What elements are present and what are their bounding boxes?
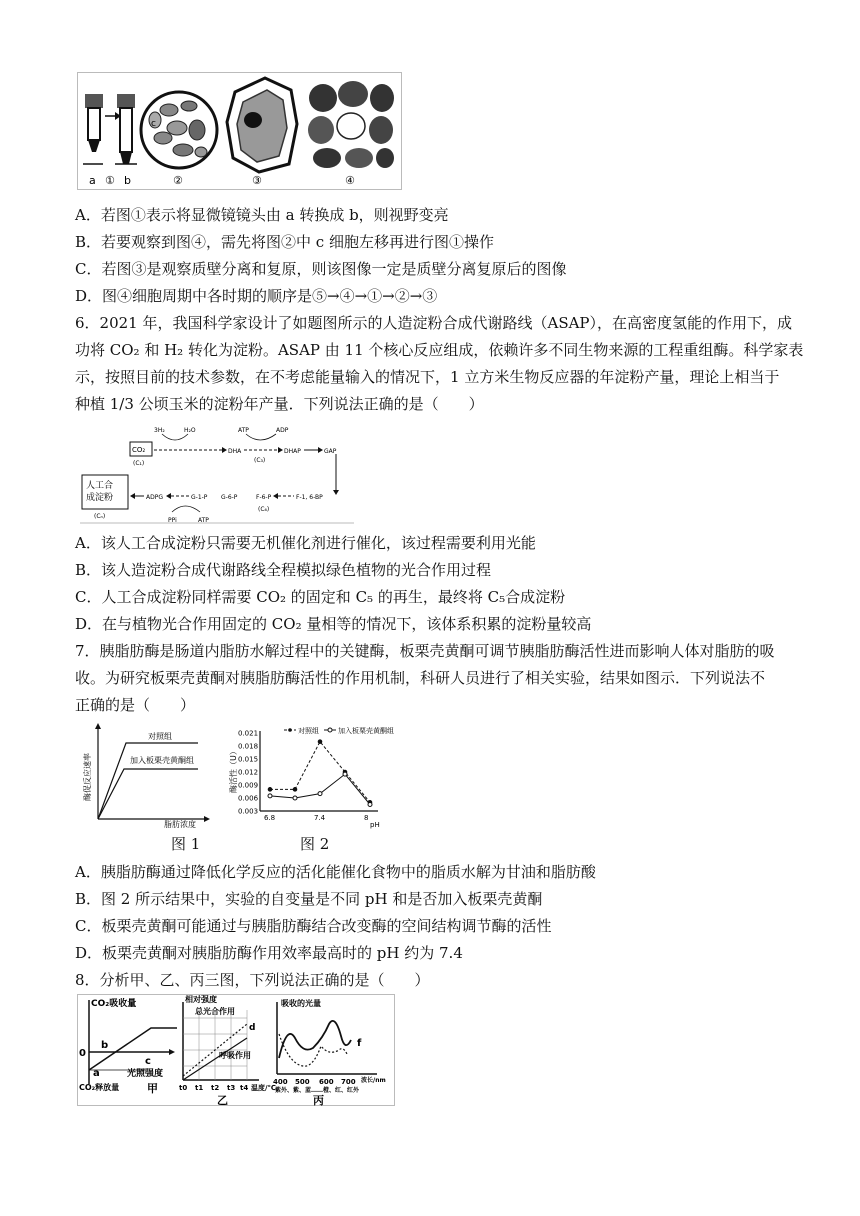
yi-tick-t2: t2 <box>211 1084 220 1092</box>
yi-ylabel: 相对强度 <box>185 995 217 1004</box>
plant-cell-3 <box>227 78 297 172</box>
q5-option-c: C．若图③是观察质壁分离和复原，则该图像一定是质壁分离复原后的图像 <box>75 260 567 278</box>
q8-figures <box>77 994 395 1106</box>
q7-stem-line-3: 正确的是（ ） <box>75 696 196 714</box>
q8-figures-svg <box>77 994 395 1106</box>
q7-stem-line-1: 7．胰脂肪酶是肠道内脂肪水解过程中的关键酶，板栗壳黄酮可调节胰脂肪酶活性进而影响人体对脂肪的吸 <box>75 642 775 660</box>
q7-option-c: C．板栗壳黄酮可能通过与胰脂肪酶结合改变酶的空间结构调节酶的活性 <box>75 917 552 935</box>
jia-xlabel: 光照强度 <box>127 1069 164 1079</box>
q7-stem-line-2: 收。为研究板栗壳黄酮对胰脂肪酶活性的作用机制，科研人员进行了相关实验，结果如图示．下列说法不 <box>75 669 766 687</box>
fig2-legend <box>284 726 394 735</box>
q6-option-a: A．该人工合成淀粉只需要无机催化剂进行催化，该过程需要利用光能 <box>75 534 536 552</box>
label-c: c <box>151 119 156 129</box>
atp-label-bottom: ATP <box>198 517 209 524</box>
ppi-label: PPi <box>168 517 177 524</box>
yi-tick-t0: t0 <box>179 1084 188 1092</box>
dha-label: DHA <box>228 448 242 455</box>
figure-bing <box>273 998 386 1106</box>
q6-stem-line-3: 示，按照目前的技术参数，在不考虑能量输入的情况下，1 立方米生物反应器的年淀粉产量，理论上相当于 <box>75 368 780 386</box>
co2-box-label: CO₂ <box>132 446 146 454</box>
root-tip-cells-4 <box>305 80 395 168</box>
jia-ylabel-bottom: CO₂释放量 <box>79 1083 120 1092</box>
q6-stem-line-2: 功将 CO₂ 和 H₂ 转化为淀粉。ASAP 由 11 个核心反应组成，依赖许多不同生物来源的工程重组酶。科学家表 <box>75 341 804 359</box>
c1-label: (C₁) <box>133 460 145 467</box>
g1p-label: G-1-P <box>191 494 208 501</box>
yi-curve-total: 总光合作用 <box>195 1007 235 1016</box>
fig2-legend-control: 对照组 <box>298 727 319 735</box>
q8-stem: 8．分析甲、乙、丙三图，下列说法正确的是（ ） <box>75 971 430 989</box>
q5-option-d: D．图④细胞周期中各时期的顺序是⑤→④→①→②→③ <box>75 287 438 305</box>
microscope-field-2 <box>141 92 217 168</box>
microscope-figure <box>77 72 402 190</box>
q5-option-a: A．若图①表示将显微镜镜头由 a 转换成 b，则视野变亮 <box>75 206 449 224</box>
label-circle-4: ④ <box>345 174 355 187</box>
jia-point-c: c <box>145 1056 151 1067</box>
fig2-x-tick: 7.4 <box>314 814 326 822</box>
q7-option-d: D．板栗壳黄酮对胰脂肪酶作用效率最高时的 pH 约为 7.4 <box>75 944 463 962</box>
fig2-y-tick: 0.003 <box>238 807 259 816</box>
jia-point-a: a <box>93 1068 100 1079</box>
fig2-y-tick: 0.021 <box>238 729 259 738</box>
jia-point-b: b <box>101 1040 109 1051</box>
asap-pathway-diagram <box>80 420 354 524</box>
objective-lens-a-icon <box>85 94 103 152</box>
bing-name: 丙 <box>313 1094 324 1106</box>
q6-stem-line-1: 6．2021 年，我国科学家设计了如题图所示的人造淀粉合成代谢路线（ASAP），在高密度氢能的作用下，成 <box>75 314 793 332</box>
figure-jia <box>79 997 177 1095</box>
c3-label: (C₃) <box>254 457 266 464</box>
fig1-xlabel: 脂肪浓度 <box>164 820 196 828</box>
fig2-point-flavone <box>268 794 272 798</box>
yi-name: 乙 <box>217 1094 228 1106</box>
yi-curve-respiration: 呼吸作用 <box>219 1051 251 1060</box>
q6-option-c: C．人工合成淀粉同样需要 CO₂ 的固定和 C₅ 的再生，最终将 C₅合成淀粉 <box>75 588 566 606</box>
yi-tick-t3: t3 <box>227 1084 236 1092</box>
g6p-label: G-6-P <box>221 494 238 501</box>
fig2-y-tick: 0.015 <box>238 755 259 764</box>
asap-pathway-svg <box>80 420 354 524</box>
microscope-figure-svg <box>77 72 402 190</box>
gap-label: GAP <box>324 448 337 455</box>
fig2-point-flavone <box>318 792 322 796</box>
fig2-point-flavone <box>293 796 297 800</box>
q6-option-b: B．该人造淀粉合成代谢路线全程模拟绿色植物的光合作用过程 <box>75 561 492 579</box>
yi-point-d: d <box>249 1023 256 1033</box>
yi-xlabel: 温度/℃ <box>251 1084 277 1092</box>
adp-label-top: ADP <box>276 427 289 434</box>
q7-figure-2-svg <box>224 723 394 831</box>
starch-label-2: 成淀粉 <box>86 493 114 503</box>
fig2-y-tick: 0.012 <box>238 768 259 777</box>
fig2-y-tick: 0.009 <box>238 781 259 790</box>
jia-ylabel-top: CO₂吸收量 <box>91 999 137 1009</box>
fig2-caption: 图 2 <box>300 835 330 853</box>
f6p-label: F-6-P <box>256 494 272 501</box>
h2o-label: H₂O <box>184 427 196 434</box>
q7-figure-1-svg <box>80 723 210 828</box>
fig1-curve-control: 对照组 <box>148 732 172 741</box>
label-a: a <box>89 174 96 187</box>
q6-option-d: D．在与植物光合作用固定的 CO₂ 量相等的情况下，该体系积累的淀粉量较高 <box>75 615 592 633</box>
fig2-point-control <box>293 788 297 792</box>
fig2-point-flavone <box>343 772 347 776</box>
bing-tick-500: 500 <box>295 1078 310 1086</box>
jia-origin: 0 <box>79 1048 86 1059</box>
label-b: b <box>124 174 131 187</box>
h2-label: 3H₂ <box>154 427 165 434</box>
yi-tick-t1: t1 <box>195 1084 204 1092</box>
jia-name: 甲 <box>147 1082 158 1095</box>
fig2-ylabel: 酶活性（U） <box>229 747 238 793</box>
q7-option-b: B．图 2 所示结果中，实验的自变量是不同 pH 和是否加入板栗壳黄酮 <box>75 890 543 908</box>
objective-lens-b-icon <box>117 94 135 164</box>
bing-colors: 紫外、紫、蓝……橙、红、红外 <box>275 1087 360 1094</box>
q7-figure-2 <box>224 723 394 831</box>
arrow-icon <box>105 112 121 120</box>
fig2-point-control <box>268 788 272 792</box>
dhap-label: DHAP <box>284 448 301 455</box>
f16bp-label: F-1, 6-BP <box>296 494 323 501</box>
bing-point-f: f <box>357 1038 362 1049</box>
q7-figure-1 <box>80 723 210 828</box>
figure-yi <box>179 994 276 1106</box>
bing-ylabel: 吸收的光量 <box>281 999 321 1008</box>
yi-tick-t4: t4 <box>240 1084 249 1092</box>
c6-label: (C₆) <box>258 506 270 513</box>
q6-stem-line-4: 种植 1/3 公顷玉米的淀粉年产量．下列说法正确的是（ ） <box>75 395 484 413</box>
bing-tick-400: 400 <box>273 1078 288 1086</box>
fig2-y-tick: 0.006 <box>238 794 259 803</box>
adpg-label: ADPG <box>146 494 163 501</box>
fig2-x-tick: 6.8 <box>264 814 276 822</box>
label-circle-2: ② <box>173 174 183 187</box>
fig2-point-flavone <box>368 803 372 807</box>
cn-label: (Cₙ) <box>94 513 106 520</box>
label-circle-1: ① <box>105 174 115 187</box>
fig1-caption: 图 1 <box>171 835 201 853</box>
starch-label-1: 人工合 <box>86 481 114 491</box>
bing-tick-700: 700 <box>341 1078 356 1086</box>
fig1-curve-flavone: 加入板栗壳黄酮组 <box>130 756 194 765</box>
q5-option-b: B．若要观察到图④，需先将图②中 c 细胞左移再进行图①操作 <box>75 233 494 251</box>
fig1-ylabel: 酶促反应速率 <box>83 753 92 801</box>
label-circle-3: ③ <box>252 174 262 187</box>
fig2-y-tick: 0.018 <box>238 742 259 751</box>
q7-option-a: A．胰脂肪酶通过降低化学反应的活化能催化食物中的脂质水解为甘油和脂肪酸 <box>75 863 596 881</box>
fig2-legend-flavone: 加入板栗壳黄酮组 <box>338 727 394 735</box>
bing-xlabel: 波长/nm <box>361 1077 386 1084</box>
fig2-x-tick: 8 <box>364 814 369 822</box>
bing-tick-600: 600 <box>319 1078 334 1086</box>
fig2-point-control <box>318 740 322 744</box>
fig2-xlabel: pH <box>370 821 380 829</box>
atp-label-top: ATP <box>238 427 249 434</box>
